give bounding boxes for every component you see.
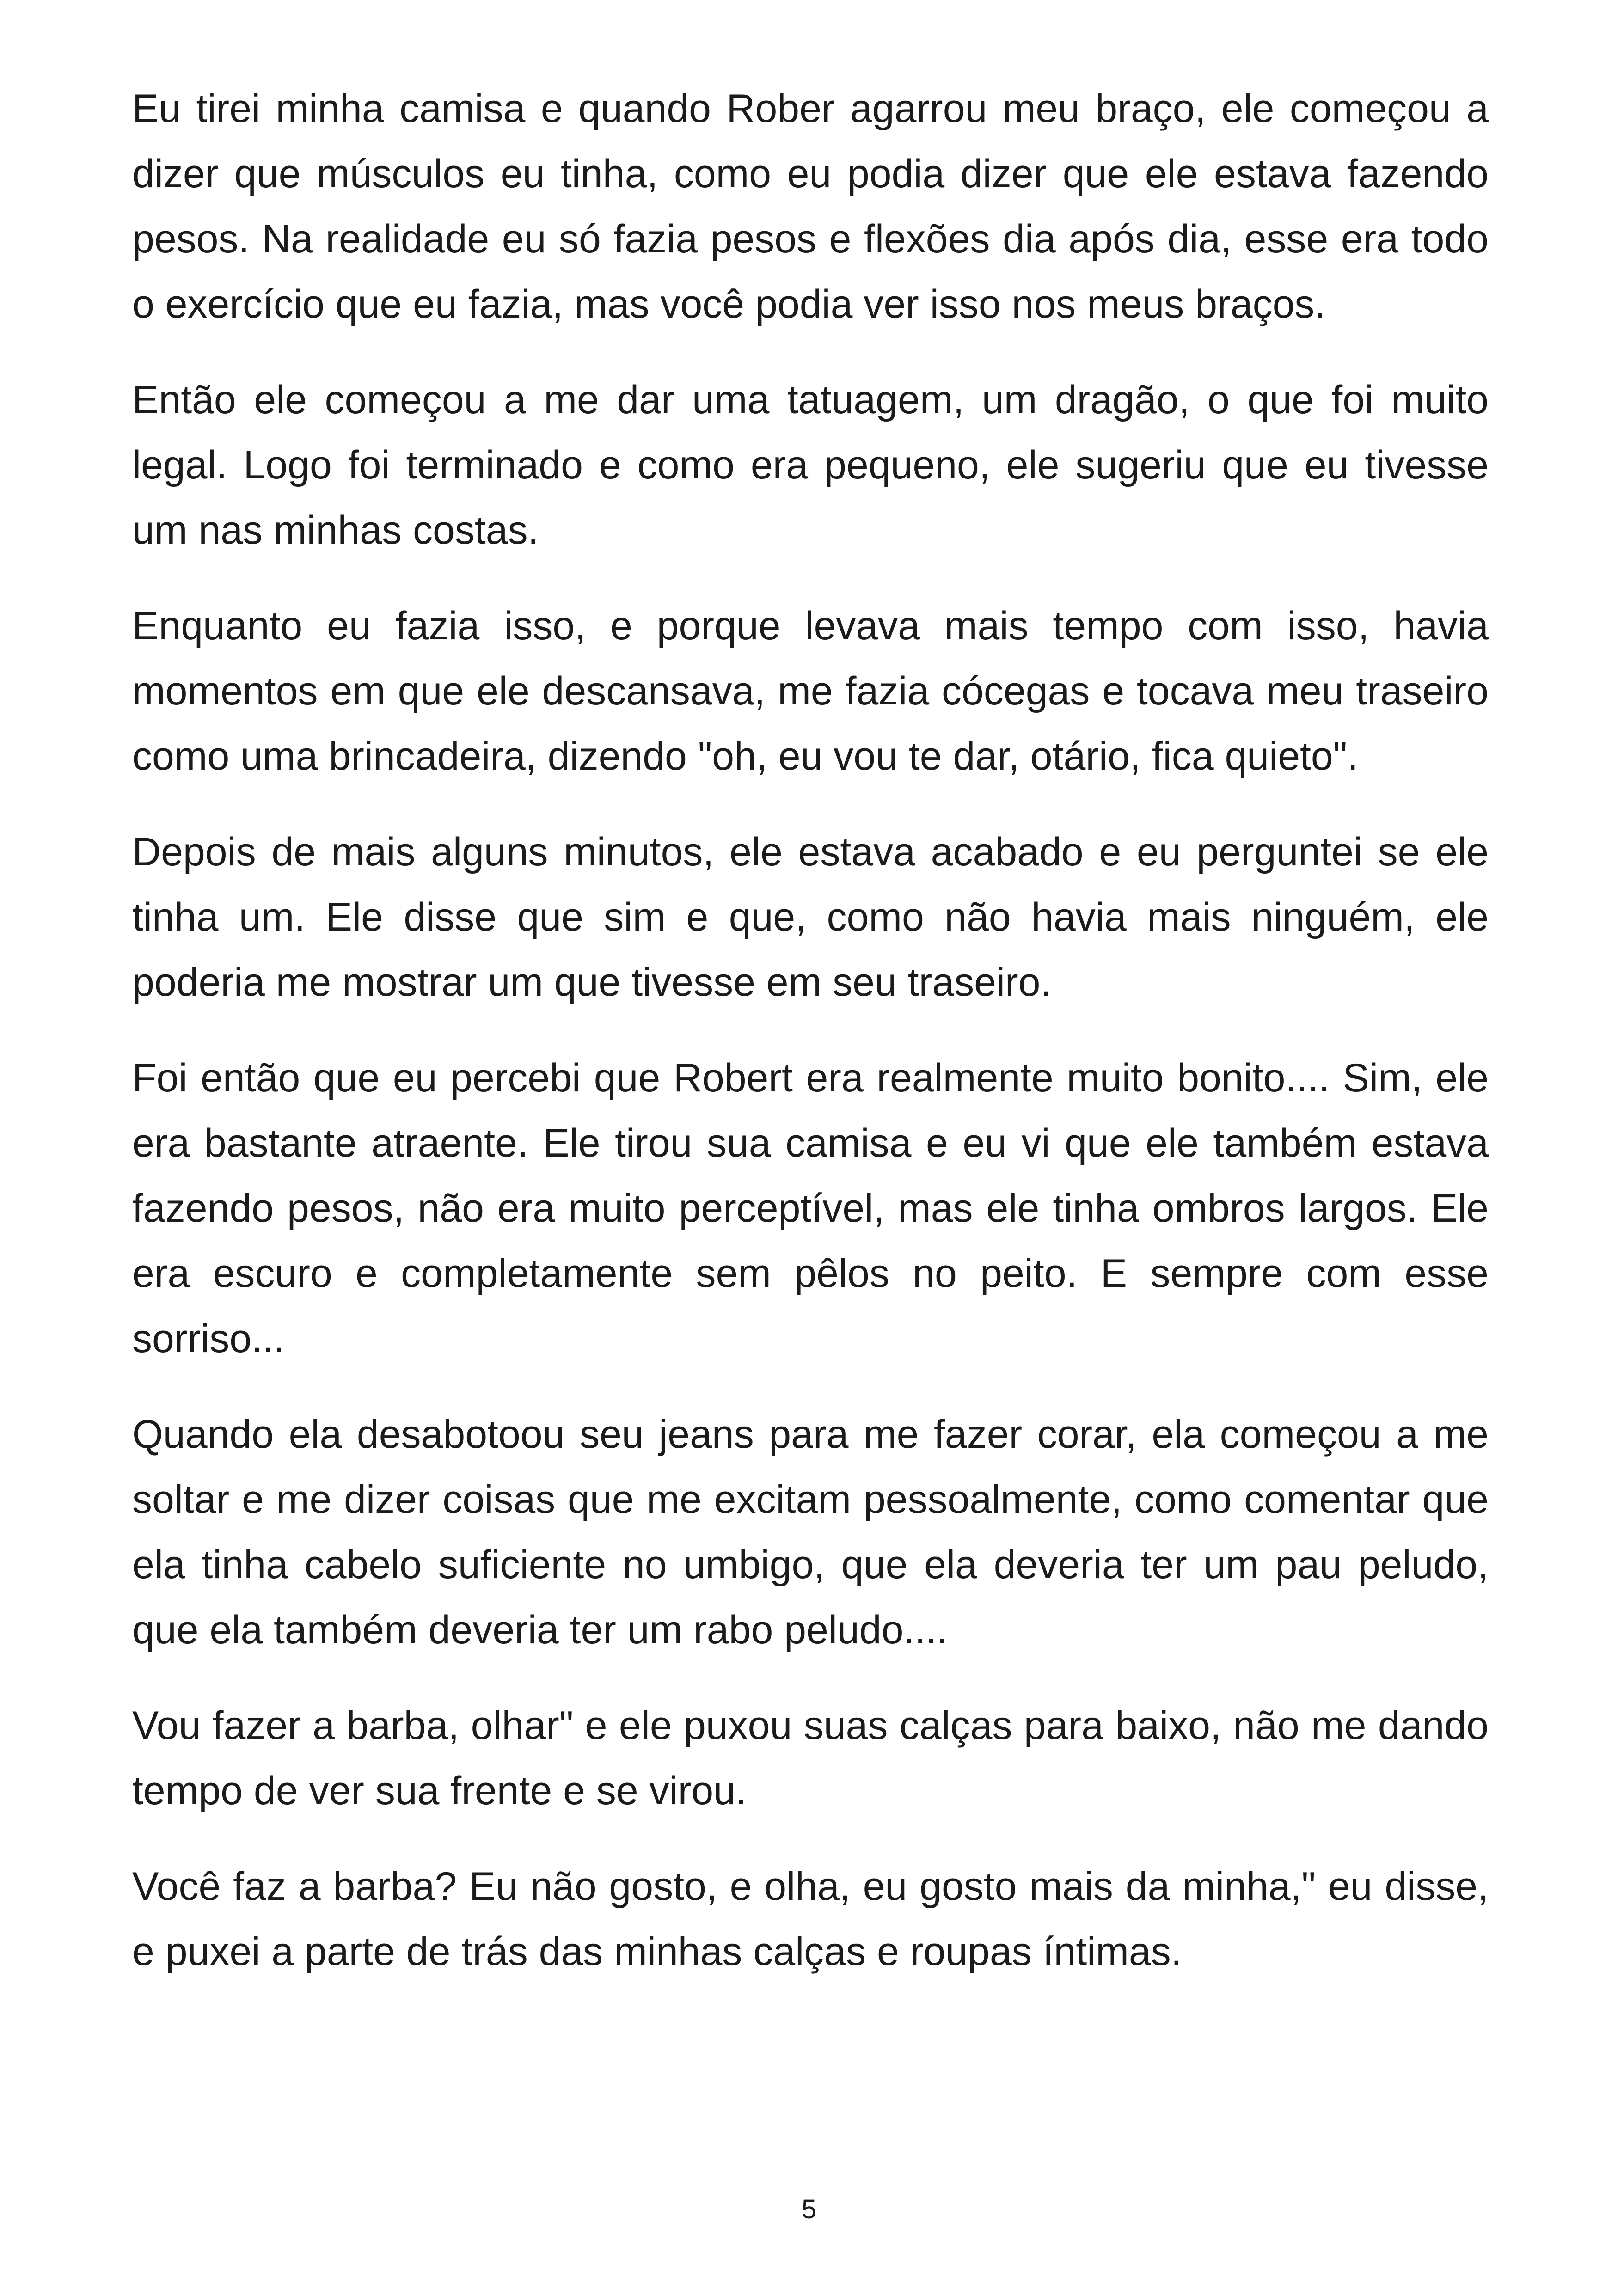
- paragraph-3: Enquanto eu fazia isso, e porque levava mais tempo com isso, havia momentos em que ele descansava, me fazia cócegas e tocava meu traseiro como uma brincadeira, dizendo "oh, eu vou te dar, otário, fica quieto".: [132, 604, 1489, 778]
- paragraph-7: Vou fazer a barba, olhar" e ele puxou suas calças para baixo, não me dando tempo de ver sua frente e se virou.: [132, 1703, 1489, 1813]
- paragraph-4: Depois de mais alguns minutos, ele estava acabado e eu perguntei se ele tinha um. Ele disse que sim e que, como não havia mais ninguém, ele poderia me mostrar um que tivesse em seu traseiro.: [132, 830, 1489, 1004]
- page-number: 5: [801, 2194, 817, 2224]
- paragraph-8: Você faz a barba? Eu não gosto, e olha, eu gosto mais da minha," eu disse, e puxei a parte de trás das minhas calças e roupas íntimas.: [132, 1864, 1489, 1974]
- paragraph-6: Quando ela desabotoou seu jeans para me fazer corar, ela começou a me soltar e me dizer coisas que me excitam pessoalmente, como comentar que ela tinha cabelo suficiente no umbigo, que ela deveria ter um pau peludo, que ela também deveria ter um rabo peludo....: [132, 1412, 1489, 1652]
- paragraph-2: Então ele começou a me dar uma tatuagem, um dragão, o que foi muito legal. Logo foi terminado e como era pequeno, ele sugeriu que eu tivesse um nas minhas costas.: [132, 378, 1489, 552]
- body-text: [132, 76, 1489, 2015]
- paragraph-1: Eu tirei minha camisa e quando Rober agarrou meu braço, ele começou a dizer que músculos eu tinha, como eu podia dizer que ele estava fazendo pesos. Na realidade eu só fazia pesos e flexões dia após dia, esse era todo o exercício que eu fazia, mas você podia ver isso nos meus braços.: [132, 86, 1489, 326]
- paragraph-5: Foi então que eu percebi que Robert era realmente muito bonito.... Sim, ele era bastante atraente. Ele tirou sua camisa e eu vi que ele também estava fazendo pesos, não era muito perceptível, mas ele tinha ombros largos. Ele era escuro e completamente sem pêlos no peito. E sempre com esse sorriso...: [132, 1056, 1489, 1361]
